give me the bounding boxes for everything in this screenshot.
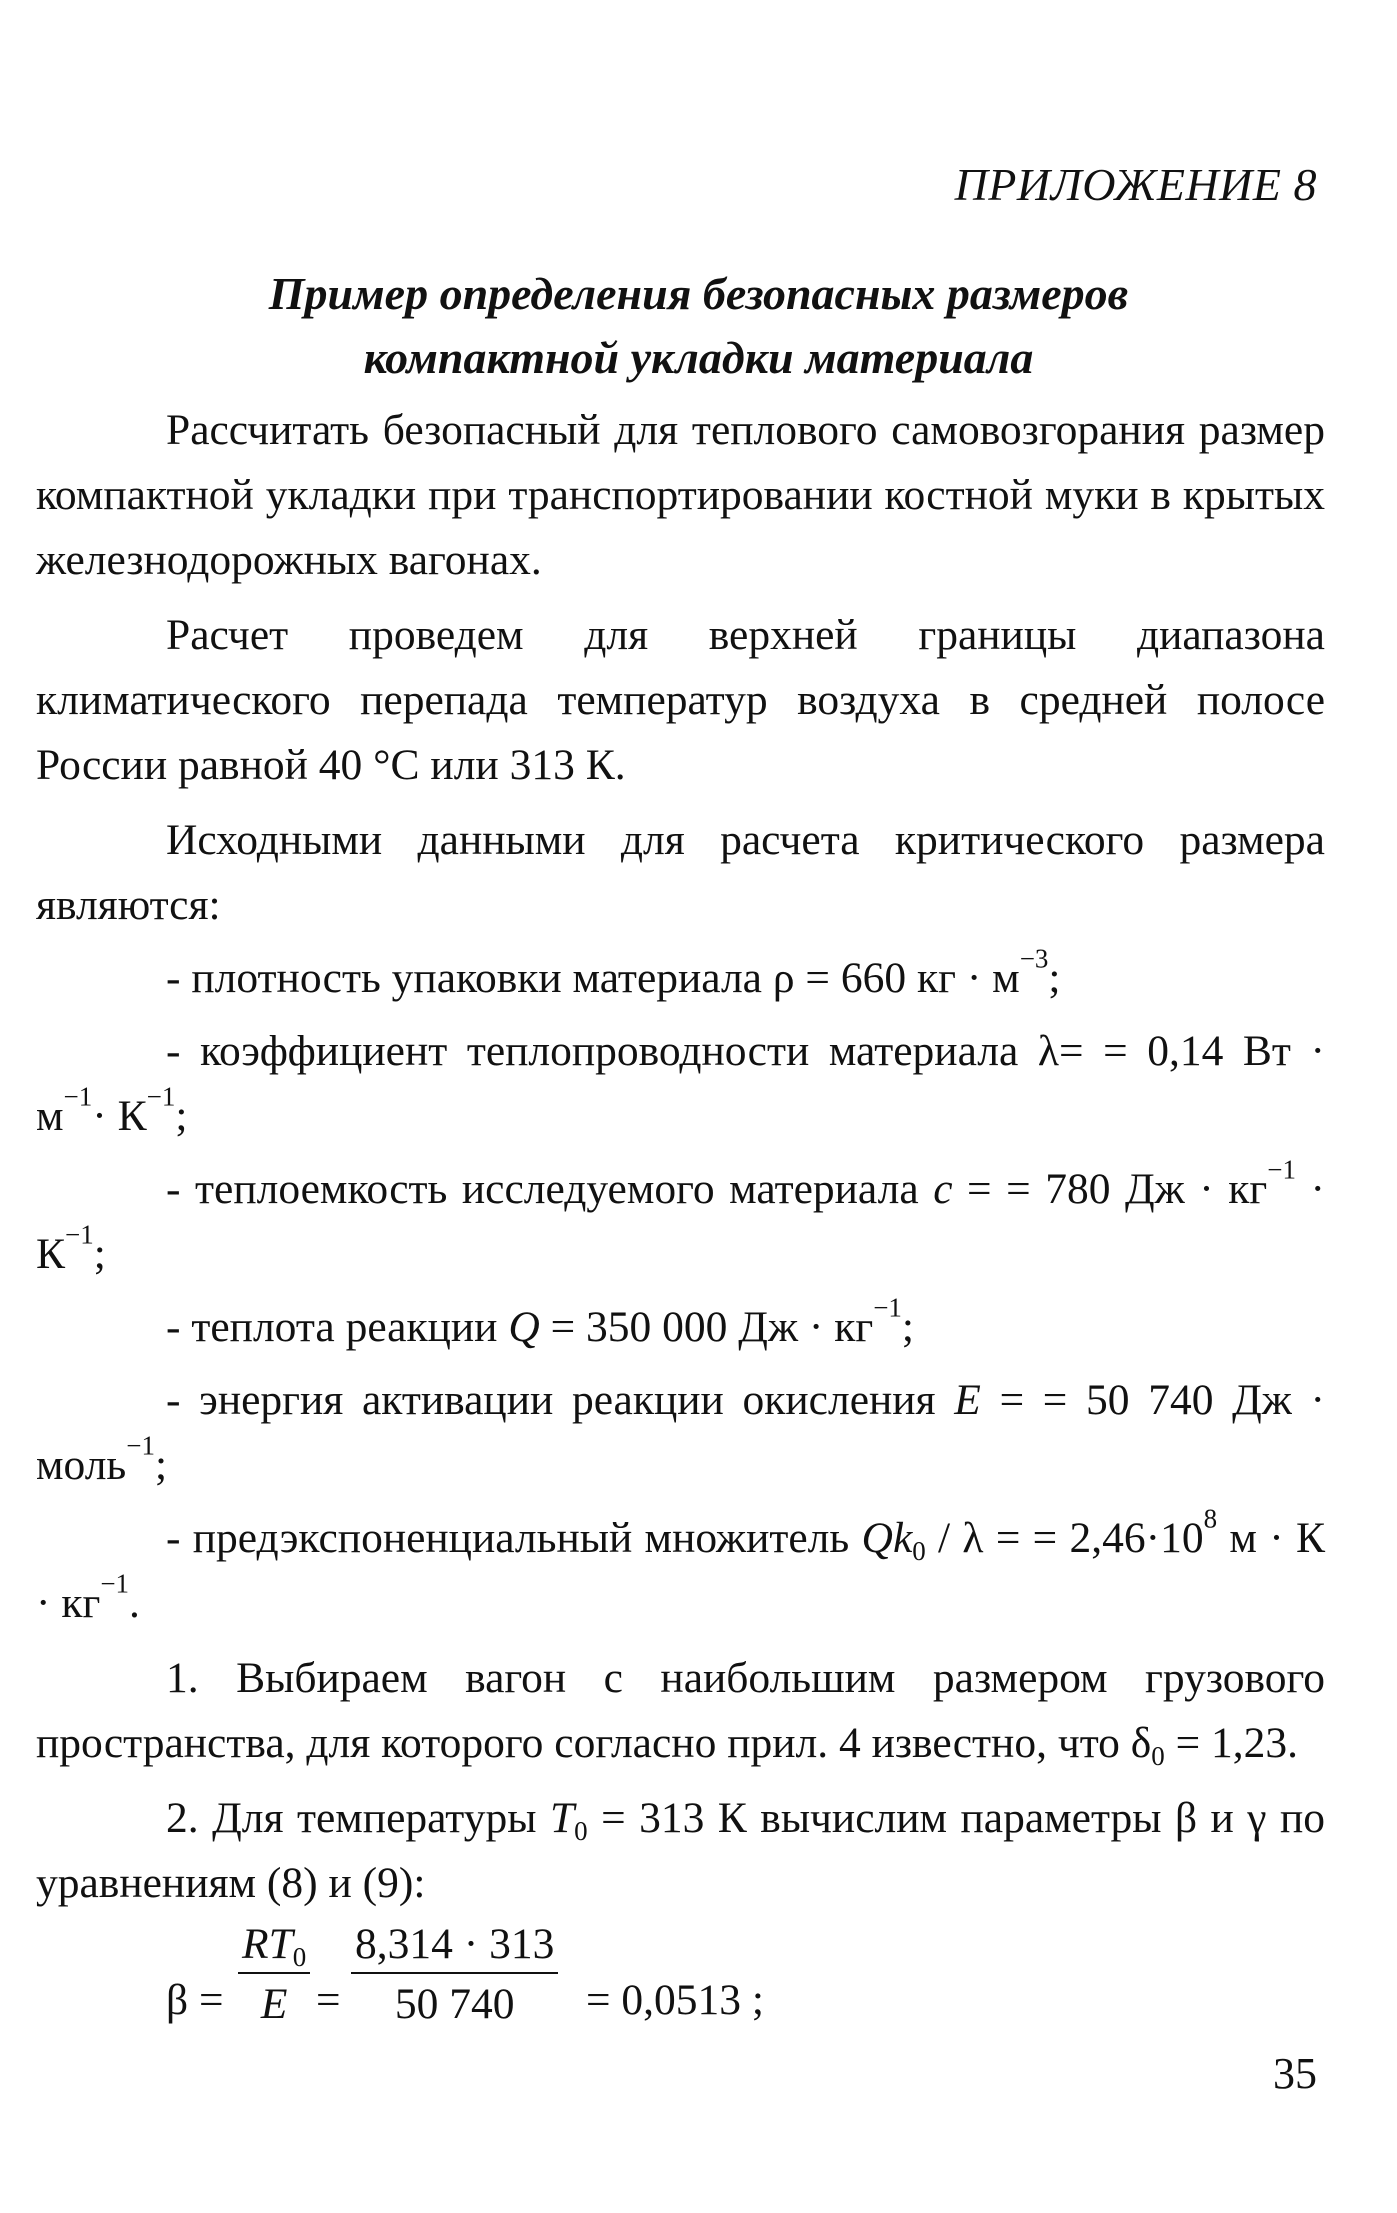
beta-formula [166, 1918, 1325, 2068]
fraction-2-numerator: 8,314 · 313 [351, 1918, 558, 1974]
list-item-activation-energy: - энергия активации реакции окисления E = = 50 740 Дж · моль$^{-1}$; [36, 1376, 1326, 1489]
appendix-label: ПРИЛОЖЕНИЕ 8 [954, 159, 1317, 210]
paragraph-step-2: 2. Для температуры $T_0 = 313$ К вычислим параметры β и γ по уравнениям (8) и (9): [36, 1794, 1325, 1907]
section-title [0, 262, 1397, 390]
fraction-rt-over-e [238, 1918, 310, 2030]
page-body [36, 398, 1325, 2068]
fraction-1-numerator: $RT_0$ [238, 1918, 310, 1974]
paragraph-step-1: 1. Выбираем вагон с наибольшим размером грузового пространства, для которого согласно прил. 4 известно, что $\delta_0 = 1,23$. [36, 1654, 1325, 1772]
list-item-density: - плотность упаковки материала ρ = 660 кг · $м^{-3}$; [166, 943, 1061, 1002]
section-title-line-2: компактной укладки материала [363, 332, 1034, 383]
fraction-numeric [351, 1918, 558, 2030]
section-title-line-1: Пример определения безопасных размеров [268, 268, 1129, 319]
formula-equals: = [316, 1976, 341, 2024]
list-item-conductivity: - коэффициент теплопроводности материала λ= = 0,14 Вт · $м^{-1}\cdot К^{-1}$; [36, 1027, 1325, 1140]
formula-lhs: β = [166, 1976, 224, 2024]
list-item-reaction-heat: - теплота реакции Q = 350 000 Дж · $кг^{-1}$; [166, 1292, 915, 1351]
fraction-2-denominator: 50 740 [394, 1980, 515, 2028]
formula-result: = 0,0513 ; [586, 1976, 764, 2024]
page-number: 35 [1273, 2049, 1317, 2098]
list-item-preexponential: - предэкспоненциальный множитель $Qk_0$ / λ = = $2,46\cdot 10^8$ $м \cdot К \cdot кг^{-1}$. [36, 1503, 1325, 1627]
paragraph-task: Рассчитать безопасный для теплового самовозгорания размер компактной укладки при транспортировании костной муки в крытых железнодорожных вагонах. [36, 406, 1325, 584]
fraction-1-denominator: E [260, 1980, 288, 2028]
paragraph-input-data: Исходными данными для расчета критического размера являются: [36, 816, 1325, 929]
paragraph-conditions: Расчет проведем для верхней границы диапазона климатического перепада температур воздуха в средней полосе России равной 40 °С или 313 К. [36, 611, 1325, 789]
list-item-heat-capacity: - теплоемкость исследуемого материала c = = 780 Дж · $кг^{-1} \cdot К^{-1}$; [36, 1154, 1325, 1278]
